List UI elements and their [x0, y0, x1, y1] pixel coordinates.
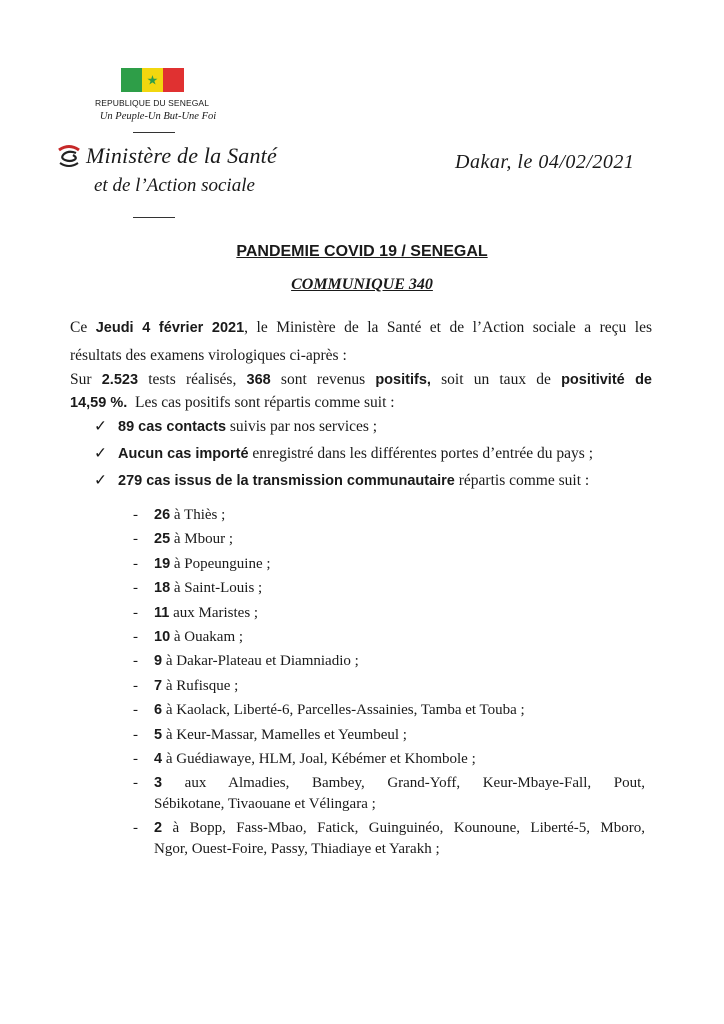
- intro-text: Ce: [70, 319, 96, 336]
- results-text: Sur: [70, 371, 102, 388]
- communique-number: [0, 276, 724, 294]
- dash-bullet: -: [133, 726, 138, 743]
- location-list: [133, 505, 645, 863]
- list-item: [133, 505, 645, 529]
- dash-bullet: -: [133, 628, 138, 645]
- location-text: aux Maristes ;: [169, 604, 259, 621]
- case-count: 3: [154, 775, 163, 792]
- location-text: à Thiès ;: [170, 507, 226, 523]
- list-item: [133, 676, 645, 700]
- republic-name: REPUBLIQUE DU SENEGAL: [94, 98, 210, 108]
- check-bold: 89 cas contacts: [118, 419, 227, 435]
- header-divider: [133, 132, 175, 133]
- dash-bullet: -: [133, 653, 138, 670]
- dash-bullet: -: [133, 555, 138, 572]
- ministry-divider: [133, 217, 175, 218]
- location-text: à Rufisque ;: [162, 677, 239, 694]
- dash-bullet: -: [133, 702, 138, 719]
- positive-count: 368: [246, 372, 271, 388]
- ministry-name-line2: et de l’Action sociale: [94, 175, 255, 196]
- check-text: enregistré dans les différentes portes d’entrée du pays ;: [248, 445, 593, 462]
- results-text: soit un taux de: [430, 371, 562, 388]
- check-item-contacts: [94, 416, 377, 438]
- flag-yellow-band: [142, 68, 163, 92]
- positivity-rate: 14,59 %.: [70, 395, 128, 411]
- list-item: [133, 651, 645, 675]
- case-count: 10: [154, 628, 171, 645]
- dash-bullet: -: [133, 507, 138, 523]
- location-text: à Mbour ;: [170, 531, 234, 548]
- list-item: [133, 700, 645, 724]
- location-text: à Guédiawaye, HLM, Joal, Kébémer et Khombole ;: [162, 750, 476, 767]
- dash-bullet: -: [133, 604, 138, 621]
- location-text: à Bopp, Fass-Mbao, Fatick, Guinguinéo, Kounoune, Liberté-5, Mboro,: [162, 820, 645, 837]
- intro-text: , le Ministère de la Santé et de l’Action sociale a reçu les: [244, 319, 652, 336]
- dash-bullet: -: [133, 820, 138, 837]
- check-item-community: [94, 470, 589, 492]
- location-text-continued: Ngor, Ouest-Foire, Passy, Thiadiaye et Yarakh ;: [154, 841, 440, 858]
- subtitle-text: COMMUNIQUE 340: [291, 276, 433, 293]
- ministry-logo-icon: [56, 144, 82, 168]
- dash-bullet: -: [133, 750, 138, 767]
- case-count: 5: [154, 726, 163, 743]
- document-date: Dakar, le 04/02/2021: [455, 151, 635, 173]
- senegal-flag: [121, 68, 184, 92]
- case-count: 18: [154, 580, 171, 597]
- location-text: à Saint-Louis ;: [170, 580, 263, 597]
- list-item: [133, 554, 645, 578]
- results-text: sont revenus: [270, 371, 376, 388]
- list-item: [133, 773, 645, 818]
- flag-red-band: [163, 68, 184, 92]
- dash-bullet: -: [133, 775, 138, 792]
- case-count: 9: [154, 653, 163, 670]
- positive-label: positifs,: [375, 372, 431, 388]
- title-text: PANDEMIE COVID 19 / SENEGAL: [236, 243, 488, 260]
- dash-bullet: -: [133, 580, 138, 597]
- intro-date: Jeudi 4 février 2021: [95, 320, 245, 336]
- dash-bullet: -: [133, 677, 138, 694]
- case-count: 2: [154, 820, 163, 837]
- list-item: [133, 529, 645, 553]
- case-count: 25: [154, 531, 171, 548]
- flag-green-band: [121, 68, 142, 92]
- results-paragraph-line2: [70, 392, 652, 414]
- case-count: 4: [154, 750, 163, 767]
- location-text: à Kaolack, Liberté-6, Parcelles-Assainies, Tamba et Touba ;: [162, 702, 525, 719]
- case-count: 6: [154, 702, 163, 719]
- location-text-continued: Sébikotane, Tivaouane et Vélingara ;: [154, 796, 376, 813]
- document-title: [0, 243, 724, 261]
- results-paragraph-line1: [70, 369, 652, 391]
- results-text: tests réalisés,: [138, 371, 247, 388]
- check-text: suivis par nos services ;: [226, 418, 378, 435]
- case-count: 11: [154, 604, 170, 621]
- national-motto: Un Peuple-Un But-Une Foi: [99, 111, 217, 122]
- ministry-name-line1: Ministère de la Santé: [86, 143, 277, 168]
- intro-paragraph-line2: résultats des examens virologiques ci-après :: [70, 347, 347, 364]
- checkmark-icon: ✓: [94, 418, 107, 435]
- list-item: [133, 578, 645, 602]
- check-bold: Aucun cas importé: [118, 446, 249, 462]
- list-item: [133, 818, 645, 863]
- checkmark-icon: ✓: [94, 472, 107, 489]
- results-text: Les cas positifs sont répartis comme suit :: [127, 394, 395, 411]
- checkmark-icon: ✓: [94, 445, 107, 462]
- case-count: 26: [154, 507, 171, 523]
- case-count: 19: [154, 555, 171, 572]
- location-text: à Keur-Massar, Mamelles et Yeumbeul ;: [162, 726, 407, 743]
- flag-star-icon: ★: [146, 72, 159, 88]
- list-item: [133, 725, 645, 749]
- location-text: à Ouakam ;: [170, 628, 244, 645]
- check-item-imported: [94, 443, 593, 465]
- dash-bullet: -: [133, 531, 138, 548]
- case-count: 7: [154, 677, 163, 694]
- list-item: [133, 603, 645, 627]
- check-bold: 279 cas issus de la transmission communautaire: [118, 473, 455, 489]
- tests-count: 2.523: [101, 372, 139, 388]
- location-text: à Dakar-Plateau et Diamniadio ;: [162, 653, 359, 670]
- location-text: aux Almadies, Bambey, Grand-Yoff, Keur-Mbaye-Fall, Pout,: [162, 775, 645, 792]
- location-text: à Popeunguine ;: [170, 555, 271, 572]
- list-item: [133, 749, 645, 773]
- intro-paragraph-line1: [70, 317, 652, 339]
- check-text: répartis comme suit :: [454, 472, 590, 489]
- list-item: [133, 627, 645, 651]
- positivity-label: positivité de: [561, 372, 652, 388]
